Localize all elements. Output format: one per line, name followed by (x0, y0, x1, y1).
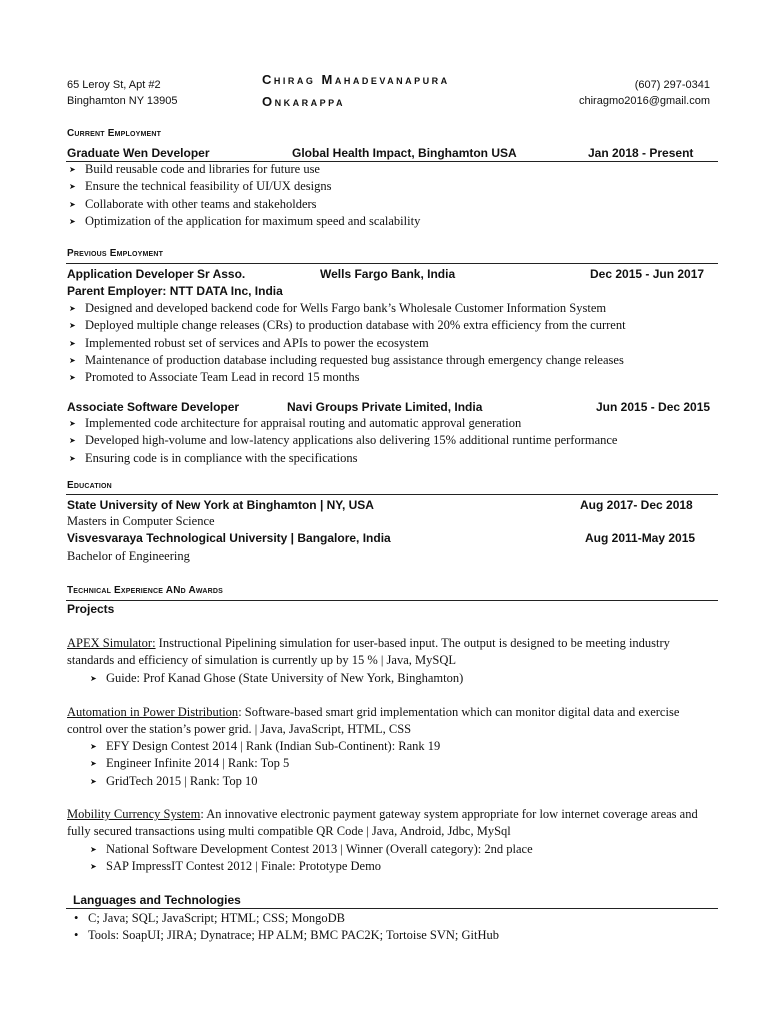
list-item: ➤ Developed high-volume and low-latency applications also delivering 15% additional runtime performance (69, 432, 617, 449)
job2-company: Navi Groups Private Limited, India (287, 400, 483, 414)
school2: Visvesvaraya Technological University | Bangalore, India (67, 531, 391, 545)
current-bullets (69, 161, 420, 230)
address-line-1: 65 Leroy St, Apt #2 (67, 79, 161, 91)
list-item: ➤ SAP ImpressIT Contest 2012 | Finale: Prototype Demo (90, 858, 533, 875)
job1-company: Wells Fargo Bank, India (320, 267, 456, 281)
languages-bullets (74, 910, 499, 945)
current-job-company: Global Health Impact, Binghamton USA (292, 146, 517, 160)
bullet-arrow-icon: ➤ (69, 199, 76, 209)
apex-project (67, 635, 717, 670)
list-item: ➤ Deployed multiple change releases (CRs) to production database with 20% extra efficiency from the current (69, 317, 626, 334)
languages-rule (66, 908, 718, 909)
list-item: ➤ Maintenance of production database including requested bug assistance through emergency change releases (69, 352, 626, 369)
degree1: Masters in Computer Science (67, 514, 215, 528)
job1-parent-employer: Parent Employer: NTT DATA Inc, India (67, 284, 283, 298)
bullet-arrow-icon: ➤ (69, 453, 76, 463)
power-bullets (90, 738, 440, 790)
list-item: ➤ Ensure the technical feasibility of UI/UX designs (69, 178, 420, 195)
apex-bullets (90, 670, 463, 687)
name-line-1: Chirag Mahadevanapura (262, 72, 450, 87)
list-item: ➤ Implemented robust set of services and APIs to power the ecosystem (69, 335, 626, 352)
list-item: ➤ GridTech 2015 | Rank: Top 10 (90, 773, 440, 790)
list-item: • C; Java; SQL; JavaScript; HTML; CSS; MongoDB (74, 910, 499, 927)
address-line-2: Binghamton NY 13905 (67, 95, 178, 107)
bullet-arrow-icon: ➤ (90, 862, 97, 872)
technical-rule (66, 600, 718, 601)
degree2: Bachelor of Engineering (67, 549, 190, 563)
job1-dates: Dec 2015 - Jun 2017 (590, 267, 705, 281)
job1-title: Application Developer Sr Asso. (67, 267, 246, 281)
bullet-arrow-icon: ➤ (69, 304, 76, 313)
apex-title: APEX Simulator: (67, 636, 156, 650)
previous-rule (66, 263, 718, 264)
apex-desc: Instructional Pipelining simulation for user-based input. The output is designed to be meeting industry standards and efficiency of simulation is currently up by 15 % | Java, MySQL (67, 636, 670, 668)
education-heading: Education (67, 480, 112, 491)
phone: (607) 297-0341 (634, 79, 710, 91)
list-item: ➤ Implemented code architecture for appraisal routing and automatic approval generation (69, 415, 617, 432)
list-item: ➤ Collaborate with other teams and stakeholders (69, 196, 420, 213)
current-job-dates: Jan 2018 - Present (588, 146, 694, 160)
bullet-arrow-icon: ➤ (69, 182, 76, 192)
school1: State University of New York at Binghamton | NY, USA (67, 498, 374, 512)
job2-bullets (69, 415, 617, 467)
power-desc: : Software-based smart grid implementation which can monitor digital data and exercise control over the station’s power grid. | Java, JavaScript, HTML, CSS (67, 705, 680, 737)
bullet-arrow-icon: ➤ (90, 742, 97, 751)
bullet-arrow-icon: ➤ (90, 759, 97, 769)
mobility-project (67, 806, 717, 841)
list-item: ➤ Designed and developed backend code for Wells Fargo bank’s Wholesale Customer Information System (69, 300, 626, 317)
current-job-title: Graduate Wen Developer (67, 146, 210, 160)
projects-label: Projects (67, 602, 115, 616)
list-item: ➤ Build reusable code and libraries for future use (69, 161, 420, 178)
bullet-arrow-icon: ➤ (69, 321, 76, 331)
school1-dates: Aug 2017- Dec 2018 (580, 498, 693, 512)
name-line-2: Onkarappa (262, 94, 345, 109)
school2-dates: Aug 2011-May 2015 (585, 531, 696, 545)
bullet-arrow-icon: ➤ (90, 845, 97, 854)
list-item: ➤ Optimization of the application for maximum speed and scalability (69, 213, 420, 230)
bullet-arrow-icon: ➤ (69, 436, 76, 446)
email: chiragmo2016@gmail.com (578, 95, 710, 107)
mobility-bullets (90, 841, 533, 876)
job1-bullets (69, 300, 626, 386)
list-item: ➤ EFY Design Contest 2014 | Rank (Indian Sub-Continent): Rank 19 (90, 738, 440, 755)
list-item: • Tools: SoapUI; JIRA; Dynatrace; HP ALM; BMC PAC2K; Tortoise SVN; GitHub (74, 927, 499, 944)
list-item: ➤ National Software Development Contest 2013 | Winner (Overall category): 2nd place (90, 841, 533, 858)
bullet-arrow-icon: ➤ (69, 338, 76, 348)
job2-dates: Jun 2015 - Dec 2015 (596, 400, 711, 414)
list-item: ➤ Engineer Infinite 2014 | Rank: Top 5 (90, 755, 440, 772)
bullet-arrow-icon: ➤ (69, 419, 76, 428)
list-item: ➤ Promoted to Associate Team Lead in record 15 months (69, 369, 626, 386)
mobility-desc: : An innovative electronic payment gateway system appropriate for low internet coverage areas and fully secured transactions using multi compatible QR Code | Java, Android, Jdbc, MySql (67, 807, 698, 839)
bullet-arrow-icon: ➤ (69, 373, 76, 383)
list-item: ➤ Guide: Prof Kanad Ghose (State University of New York, Binghamton) (90, 670, 463, 687)
job2-title: Associate Software Developer (67, 400, 240, 414)
bullet-arrow-icon: ➤ (90, 674, 97, 683)
power-title: Automation in Power Distribution (67, 705, 239, 719)
bullet-arrow-icon: ➤ (69, 355, 76, 365)
previous-employment-heading: Previous Employment (67, 248, 164, 259)
bullet-arrow-icon: ➤ (69, 216, 76, 226)
bullet-dot-icon: • (74, 911, 79, 925)
bullet-arrow-icon: ➤ (90, 776, 97, 786)
current-employment-heading: Current Employment (67, 128, 162, 139)
education-rule (66, 494, 718, 495)
technical-heading: Technical Experience ANd Awards (67, 585, 223, 596)
bullet-arrow-icon: ➤ (69, 165, 76, 174)
mobility-title: Mobility Currency System (67, 807, 201, 821)
power-project (67, 704, 717, 739)
bullet-dot-icon: • (74, 928, 79, 943)
languages-heading: Languages and Technologies (73, 893, 241, 907)
list-item: ➤ Ensuring code is in compliance with the specifications (69, 450, 617, 467)
